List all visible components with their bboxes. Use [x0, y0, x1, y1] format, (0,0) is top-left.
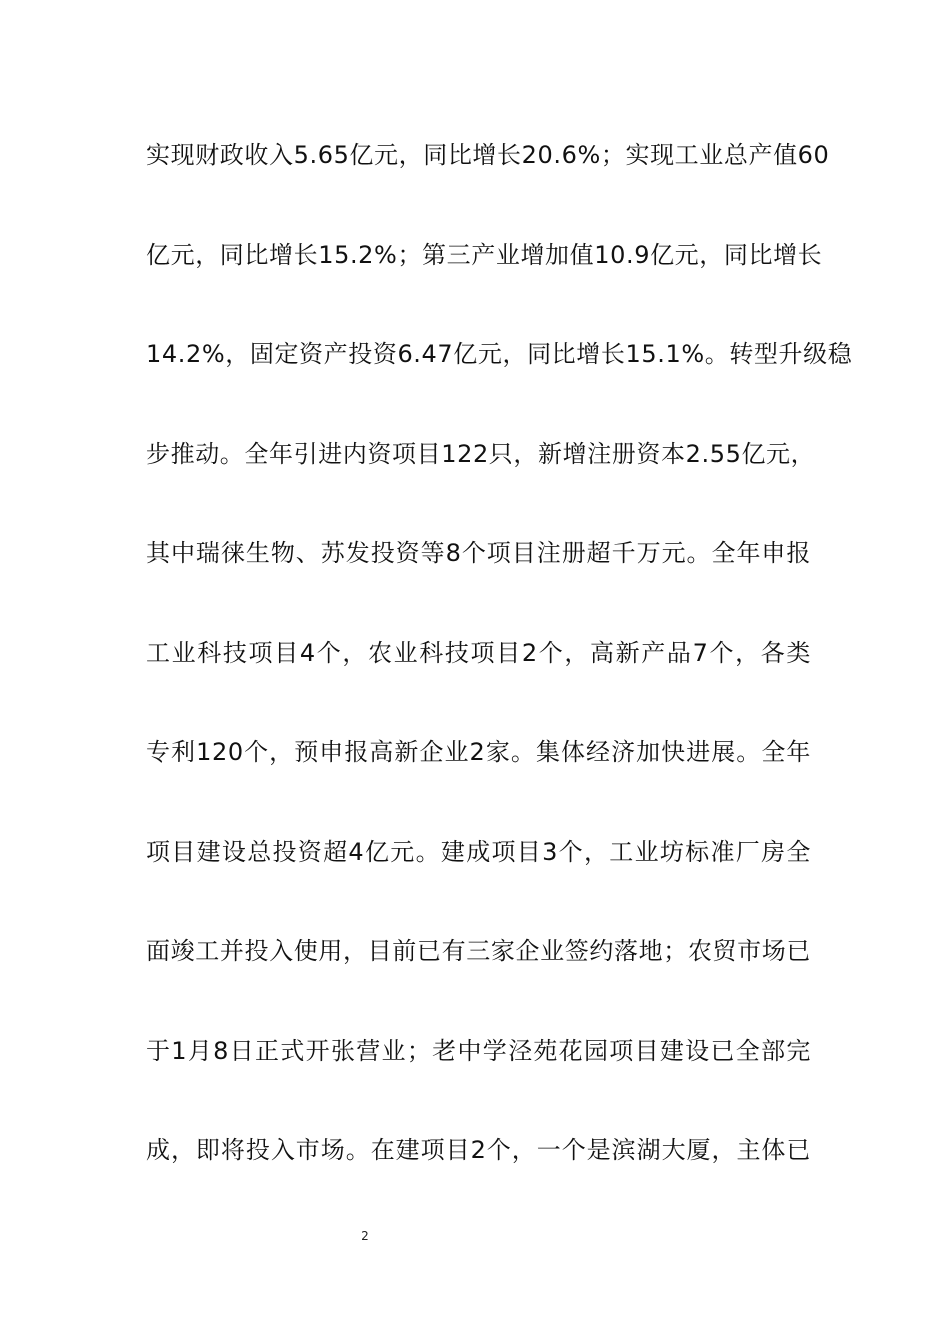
text-line: 亿元，同比增长15.2%；第三产业增加值10.9亿元，同比增长 — [146, 240, 823, 269]
text-line: 面竣工并投入使用，目前已有三家企业签约落地；农贸市场已 — [146, 937, 811, 965]
text-line: 专利120个，预申报高新企业2家。集体经济加快进展。全年 — [146, 738, 811, 766]
text-line: 实现财政收入5.65亿元，同比增长20.6%；实现工业总产值60 — [146, 141, 830, 169]
text-line: 14.2%，固定资产投资6.47亿元，同比增长15.1%。转型升级稳 — [146, 340, 853, 368]
text-line: 其中瑞徕生物、苏发投资等8个项目注册超千万元。全年申报 — [146, 539, 811, 567]
text-line: 于1月8日正式开张营业；老中学泾苑花园项目建设已全部完 — [146, 1036, 811, 1065]
page-number: 2 — [361, 1229, 369, 1243]
text-line: 工业科技项目4个，农业科技项目2个，高新产品7个，各类 — [146, 638, 811, 667]
body-text — [146, 125, 853, 1220]
text-line: 项目建设总投资超4亿元。建成项目3个，工业坊标准厂房全 — [146, 837, 811, 866]
text-line: 成，即将投入市场。在建项目2个，一个是滨湖大厦，主体已 — [146, 1136, 811, 1164]
text-line: 步推动。全年引进内资项目122只，新增注册资本2.55亿元， — [146, 439, 816, 468]
